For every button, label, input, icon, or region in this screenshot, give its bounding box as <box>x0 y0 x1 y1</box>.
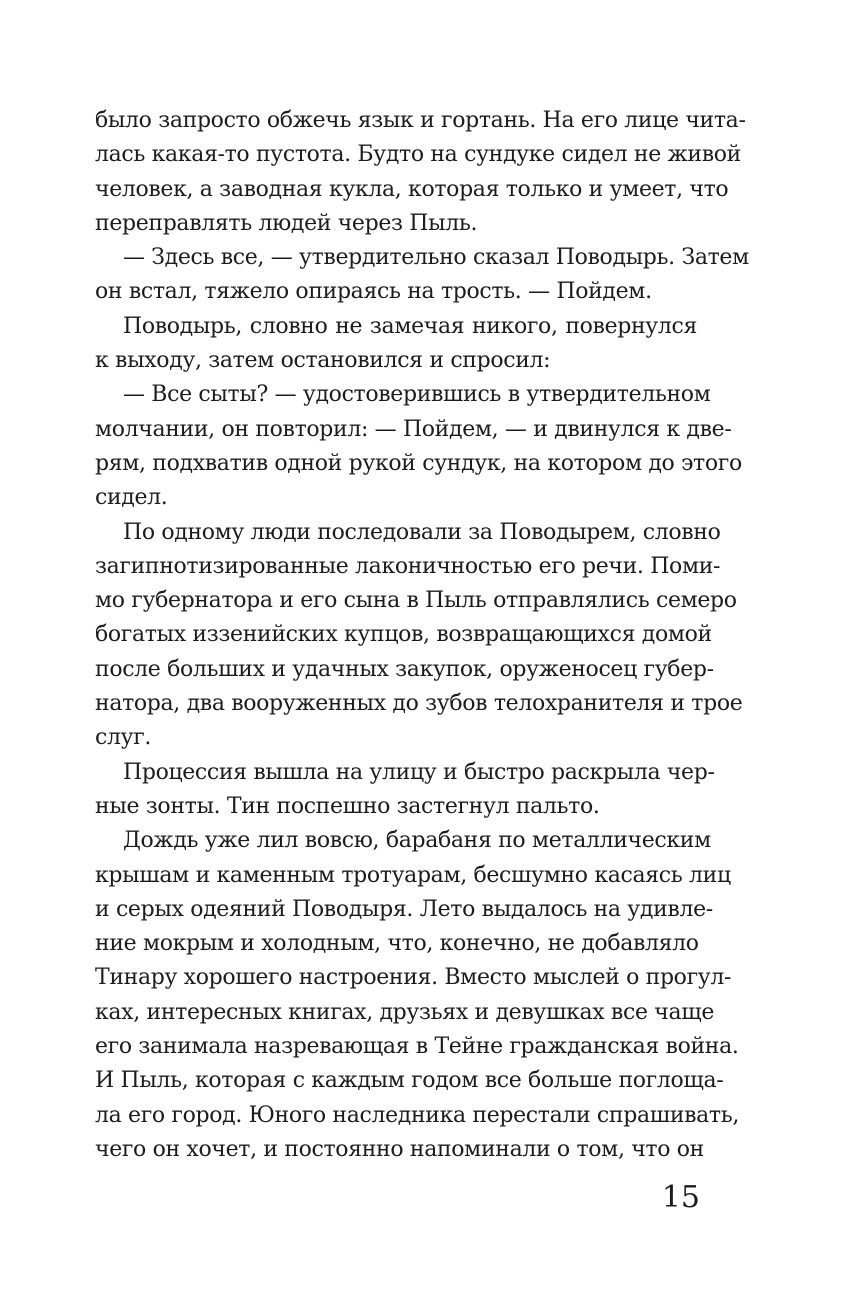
text-line: было запросто обжечь язык и гортань. На его лице чита- <box>95 108 746 133</box>
page-number: 15 <box>661 1180 700 1215</box>
text-line: и серых одеяний Поводыря. Лето выдалось на удивле- <box>95 896 713 922</box>
text-line: переправлять людей через Пыль. <box>95 210 478 236</box>
text-line: По одному люди последовали за Поводырем, словно <box>123 519 721 545</box>
text-line: ные зонты. Тин поспешно застегнул пальто. <box>95 793 600 819</box>
text-line: натора, два вооруженных до зубов телохранителя и трое <box>95 691 743 717</box>
text-line: крышам и каменным тротуарам, бесшумно касаясь лиц <box>95 862 731 888</box>
text-line: сидел. <box>95 485 168 511</box>
text-line: к выходу, затем остановился и спросил: <box>95 348 551 374</box>
text-line: чего он хочет, и постоянно напоминали о том, что он <box>95 1136 704 1162</box>
text-line: загипнотизированные лаконичностью его речи. Поми- <box>95 553 721 579</box>
text-line: Дождь уже лил вовсю, барабаня по металлическим <box>123 828 711 854</box>
text-line: ние мокрым и холодным, что, конечно, не добавляло <box>95 931 699 957</box>
text-line: мо губернатора и его сына в Пыль отправлялись семеро <box>95 588 737 614</box>
text-line: богатых иззенийских купцов, возвращающихся домой <box>95 622 712 648</box>
book-page-text <box>95 104 749 1167</box>
text-line: И Пыль, которая с каждым годом все больше поглоща- <box>95 1068 724 1094</box>
text-line: слуг. <box>95 725 152 751</box>
text-line: Тинару хорошего настроения. Вместо мыслей о прогул- <box>95 965 732 991</box>
text-line: его занимала назревающая в Тейне гражданская война. <box>95 1034 739 1060</box>
text-line: человек, а заводная кукла, которая только и умеет, что <box>95 176 729 202</box>
text-line: — Здесь все, — утвердительно сказал Поводырь. Затем <box>123 245 749 271</box>
text-line: Поводырь, словно не замечая никого, повернулся <box>123 313 697 339</box>
text-line: молчании, он повторил: — Пойдем, — и двинулся к две- <box>95 416 732 442</box>
text-line: ках, интересных книгах, друзьях и девушках все чаще <box>95 999 714 1025</box>
text-line: он встал, тяжело опираясь на трость. — Пойдем. <box>95 279 652 305</box>
text-line: рям, подхватив одной рукой сундук, на котором до этого <box>95 450 742 476</box>
text-line: лась какая-то пустота. Будто на сундуке сидел не живой <box>95 142 741 168</box>
text-line: ла его город. Юного наследника перестали спрашивать, <box>95 1102 740 1128</box>
text-line: Процессия вышла на улицу и быстро раскрыла чер- <box>123 759 715 785</box>
text-line: — Все сыты? — удостоверившись в утвердительном <box>123 382 711 408</box>
text-line: после больших и удачных закупок, оруженосец губер- <box>95 656 714 682</box>
